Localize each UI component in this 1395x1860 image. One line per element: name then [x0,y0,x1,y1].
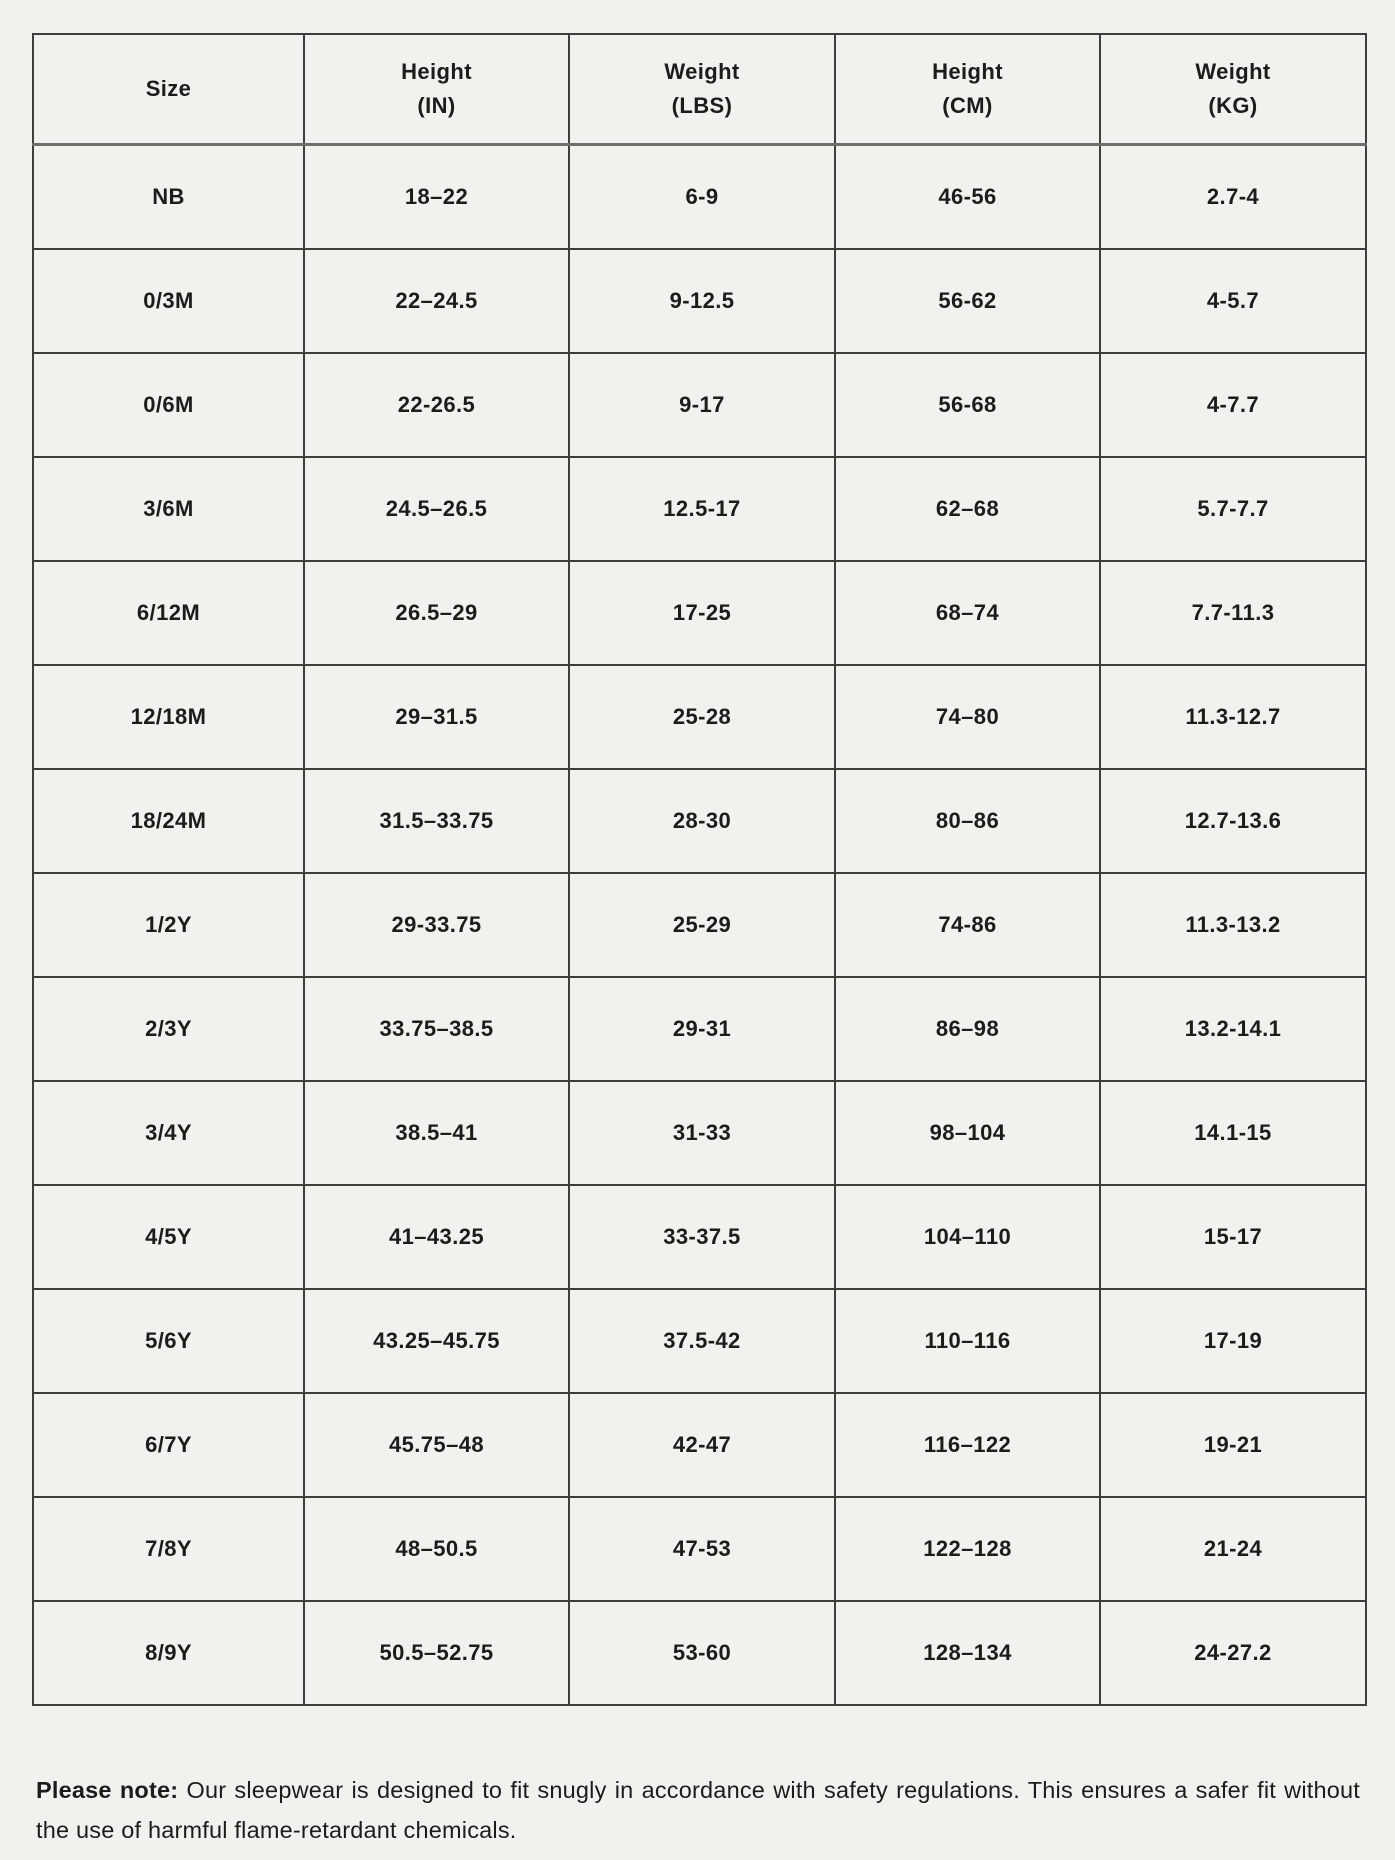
height-in-cell: 43.25–45.75 [304,1289,569,1393]
col-header-height-in-unit: (IN) [417,93,456,118]
weight-lbs-cell: 25-29 [569,873,835,977]
weight-lbs-cell: 42-47 [569,1393,835,1497]
table-row [33,1185,1366,1289]
height-in-cell: 38.5–41 [304,1081,569,1185]
weight-kg-cell: 7.7-11.3 [1100,561,1366,665]
weight-kg-cell: 24-27.2 [1100,1601,1366,1705]
weight-kg-cell: 19-21 [1100,1393,1366,1497]
height-cm-cell: 56-68 [835,353,1100,457]
size-cell: 6/7Y [33,1393,304,1497]
weight-kg-cell: 15-17 [1100,1185,1366,1289]
height-in-cell: 22-26.5 [304,353,569,457]
weight-lbs-cell: 29-31 [569,977,835,1081]
height-cm-cell: 74-86 [835,873,1100,977]
size-cell: 12/18M [33,665,304,769]
table-row [33,1497,1366,1601]
height-cm-cell: 68–74 [835,561,1100,665]
size-cell: 1/2Y [33,873,304,977]
size-cell: 2/3Y [33,977,304,1081]
table-row [33,457,1366,561]
height-in-cell: 41–43.25 [304,1185,569,1289]
safety-note-body: Our sleepwear is designed to fit snugly in accordance with safety regulations. This ensures a safer fit without the use of harmful flame-retardant chemicals. [36,1776,1361,1843]
height-in-cell: 29-33.75 [304,873,569,977]
size-cell: 0/3M [33,249,304,353]
height-cm-cell: 46-56 [835,145,1100,250]
height-in-cell: 31.5–33.75 [304,769,569,873]
col-header-height-cm-unit: (CM) [942,93,993,118]
weight-lbs-cell: 9-12.5 [569,249,835,353]
height-cm-cell: 56-62 [835,249,1100,353]
table-body [33,145,1366,1706]
height-cm-cell: 80–86 [835,769,1100,873]
weight-kg-cell: 11.3-13.2 [1100,873,1366,977]
size-cell: 8/9Y [33,1601,304,1705]
height-in-cell: 29–31.5 [304,665,569,769]
safety-note-lead: Please note: [36,1776,179,1803]
table-row [33,977,1366,1081]
weight-lbs-cell: 17-25 [569,561,835,665]
weight-lbs-cell: 25-28 [569,665,835,769]
col-header-size [33,34,304,145]
weight-kg-cell: 13.2-14.1 [1100,977,1366,1081]
col-header-weight-lbs [569,34,835,145]
height-in-cell: 50.5–52.75 [304,1601,569,1705]
table-row [33,561,1366,665]
col-header-weight-kg [1100,34,1366,145]
size-cell: 18/24M [33,769,304,873]
table-row [33,665,1366,769]
size-cell: 3/6M [33,457,304,561]
col-header-weight-kg-unit: (KG) [1208,93,1258,118]
col-header-weight-lbs-unit: (LBS) [671,93,733,118]
height-cm-cell: 62–68 [835,457,1100,561]
table-row [33,769,1366,873]
table-row [33,873,1366,977]
weight-lbs-cell: 37.5-42 [569,1289,835,1393]
height-in-cell: 33.75–38.5 [304,977,569,1081]
col-header-height-in-label: Height [401,59,472,84]
size-cell: 6/12M [33,561,304,665]
weight-kg-cell: 14.1-15 [1100,1081,1366,1185]
table-row [33,145,1366,250]
size-cell: 0/6M [33,353,304,457]
height-cm-cell: 116–122 [835,1393,1100,1497]
table-row [33,249,1366,353]
weight-kg-cell: 12.7-13.6 [1100,769,1366,873]
weight-lbs-cell: 6-9 [569,145,835,250]
table-row [33,353,1366,457]
size-chart-table [32,33,1367,1706]
weight-lbs-cell: 31-33 [569,1081,835,1185]
height-cm-cell: 98–104 [835,1081,1100,1185]
weight-lbs-cell: 12.5-17 [569,457,835,561]
col-header-weight-lbs-label: Weight [664,59,740,84]
height-cm-cell: 86–98 [835,977,1100,1081]
table-row [33,1289,1366,1393]
height-in-cell: 26.5–29 [304,561,569,665]
col-header-height-cm-label: Height [932,59,1003,84]
height-cm-cell: 122–128 [835,1497,1100,1601]
weight-kg-cell: 21-24 [1100,1497,1366,1601]
size-cell: 3/4Y [33,1081,304,1185]
height-in-cell: 18–22 [304,145,569,250]
table-row [33,1081,1366,1185]
table-row [33,1601,1366,1705]
col-header-size-label: Size [145,76,192,101]
height-in-cell: 22–24.5 [304,249,569,353]
size-cell: 5/6Y [33,1289,304,1393]
weight-lbs-cell: 33-37.5 [569,1185,835,1289]
weight-lbs-cell: 53-60 [569,1601,835,1705]
safety-note [36,1770,1360,1851]
weight-kg-cell: 2.7-4 [1100,145,1366,250]
weight-kg-cell: 4-5.7 [1100,249,1366,353]
weight-lbs-cell: 28-30 [569,769,835,873]
table-header-row [33,34,1366,145]
height-in-cell: 45.75–48 [304,1393,569,1497]
weight-kg-cell: 11.3-12.7 [1100,665,1366,769]
height-cm-cell: 104–110 [835,1185,1100,1289]
height-cm-cell: 74–80 [835,665,1100,769]
weight-kg-cell: 17-19 [1100,1289,1366,1393]
weight-lbs-cell: 9-17 [569,353,835,457]
col-header-height-cm [835,34,1100,145]
table-row [33,1393,1366,1497]
weight-kg-cell: 5.7-7.7 [1100,457,1366,561]
weight-kg-cell: 4-7.7 [1100,353,1366,457]
height-cm-cell: 128–134 [835,1601,1100,1705]
weight-lbs-cell: 47-53 [569,1497,835,1601]
size-cell: 7/8Y [33,1497,304,1601]
col-header-height-in [304,34,569,145]
height-in-cell: 24.5–26.5 [304,457,569,561]
height-in-cell: 48–50.5 [304,1497,569,1601]
height-cm-cell: 110–116 [835,1289,1100,1393]
col-header-weight-kg-label: Weight [1195,59,1271,84]
size-cell: 4/5Y [33,1185,304,1289]
size-cell: NB [33,145,304,250]
